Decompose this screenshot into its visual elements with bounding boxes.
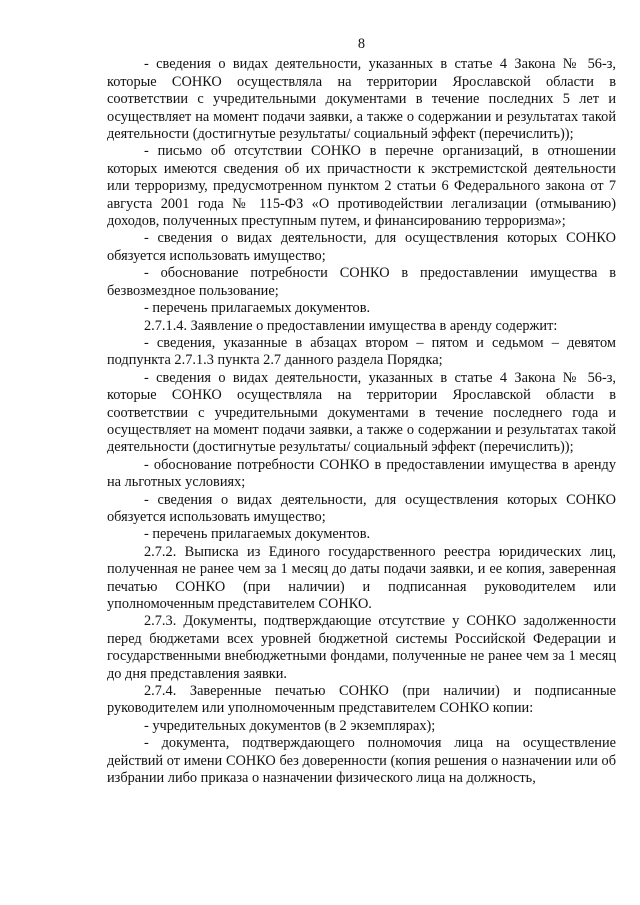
paragraph-activity-use: - сведения о видах деятельности, для осуществления которых СОНКО обязуется использовать имущество;: [107, 230, 616, 264]
paragraph-activity-use-2: - сведения о видах деятельности, для осуществления которых СОНКО обязуется использовать имущество;: [107, 491, 616, 525]
paragraph-document-list: - перечень прилагаемых документов.: [144, 300, 371, 317]
page-number: 8: [357, 36, 366, 52]
paragraph-authority-doc: - документа, подтверждающего полномочия лица на осуществление действий от имени СОНКО без доверенности (копия решения о назначении или об избрании либо приказа о назначении физического лица на должность,: [107, 735, 616, 787]
paragraph-2-7-1-4: 2.7.1.4. Заявление о предоставлении имущества в аренду содержит:: [144, 317, 558, 334]
paragraph-extremism-letter: - письмо об отсутствии СОНКО в перечне организаций, в отношении которых имеются сведения об их причастности к экстремистской деятельности или терроризму, предусмотренном пунктом 2 статьи 6 Федерального закона от 7 августа 2001 года № 115-ФЗ «О противодействии легализации (отмыванию) доходов, полученных преступным путем, и финансированию терроризма»;: [107, 143, 616, 230]
paragraph-rent-justification: - обоснование потребности СОНКО в предоставлении имущества в аренду на льготных условиях;: [107, 456, 616, 491]
paragraph-2-7-3: 2.7.3. Документы, подтверждающие отсутствие у СОНКО задолженности перед бюджетами всех уровней бюджетной системы Российской Федерации и государственными внебюджетными фондами, полученные не ранее чем за 1 месяц до дня представления заявки.: [107, 613, 616, 682]
paragraph-free-use-justification: - обоснование потребности СОНКО в предоставлении имущества в безвозмездное пользование;: [107, 265, 616, 299]
paragraph-2-7-2: 2.7.2. Выписка из Единого государственного реестра юридических лиц, полученная не ранее чем за 1 месяц до даты подачи заявки, и ее копия, заверенная печатью СОНКО (при наличии) и подписанная руководителем или уполномоченным представителем СОНКО.: [107, 543, 616, 612]
paragraph-2-7-4: 2.7.4. Заверенные печатью СОНКО (при наличии) и подписанные руководителем или уполномоченным представителем СОНКО копии:: [107, 683, 616, 717]
paragraph-activity-5-years: - сведения о видах деятельности, указанных в статье 4 Закона № 56-з, которые СОНКО осуществляла на территории Ярославской области в соответствии с учредительными документами в течение последних 5 лет и осуществляет на момент подачи заявки, а также о содержании и результатах такой деятельности (достигнутые результаты/ социальный эффект (перечислить));: [107, 56, 616, 143]
paragraph-founding-docs: - учредительных документов (в 2 экземплярах);: [144, 717, 436, 734]
paragraph-activity-last-year: - сведения о видах деятельности, указанных в статье 4 Закона № 56-з, которые СОНКО осуществляла на территории Ярославской области в соответствии с учредительными документами в течение последнего года и осуществляет на момент подачи заявки, а также о содержании и результатах такой деятельности (достигнутые результаты/ социальный эффект (перечислить));: [107, 369, 616, 456]
paragraph-info-reference: - сведения, указанные в абзацах втором – пятом и седьмом – девятом подпункта 2.7.1.3 пункта 2.7 данного раздела Порядка;: [107, 334, 616, 369]
paragraph-document-list-2: - перечень прилагаемых документов.: [144, 526, 371, 543]
